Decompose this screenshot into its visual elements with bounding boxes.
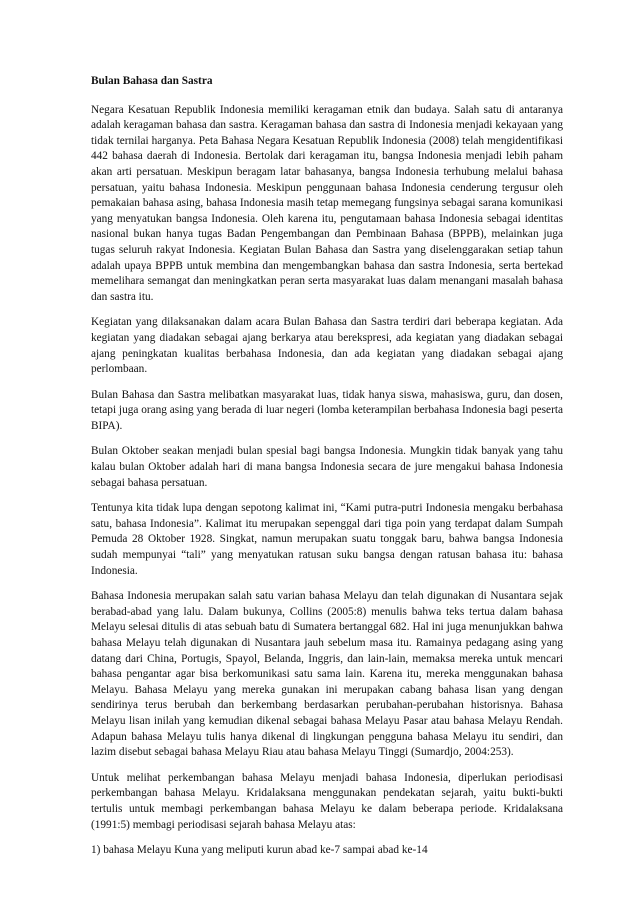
paragraph-october: Bulan Oktober seakan menjadi bulan spesial bagi bangsa Indonesia. Mungkin tidak banyak yang tahu kalau bulan Oktober adalah hari di mana bangsa Indonesia secara de jure mengakui bahasa Indonesia sebagai bahasa persatuan. — [91, 445, 563, 489]
document-title: Bulan Bahasa dan Sastra — [91, 75, 213, 87]
paragraph-activities: Kegiatan yang dilaksanakan dalam acara Bulan Bahasa dan Sastra terdiri dari beberapa kegiatan. Ada kegiatan yang diadakan sebagai ajang berkarya atau berekspresi, ada kegiatan yang diadakan sebagai ajang peningkatan kualitas berbahasa Indonesia, dan ada kegiatan yang diadakan sebagai ajang perlombaan. — [91, 316, 563, 376]
list-item-period-1: 1) bahasa Melayu Kuna yang meliputi kurun abad ke-7 sampai abad ke-14 — [91, 844, 428, 857]
paragraph-intro: Negara Kesatuan Republik Indonesia memiliki keragaman etnik dan budaya. Salah satu di antaranya adalah keragaman bahasa dan sastra. Keragaman bahasa dan sastra di Indonesia menjadi kekayaan yang tidak ternilai harganya. Peta Bahasa Negara Kesatuan Republik Indonesia (2008) telah mengidentifikasi 442 bahasa daerah di Indonesia. Bertolak dari keragaman itu, bangsa Indonesia menjadi lebih paham akan arti persatuan. Meskipun beragam latar bahasanya, bangsa Indonesia terhubung melalui bahasa persatuan, yaitu bahasa Indonesia. Meskipun penggunaan bahasa Indonesia cenderung tergusur oleh pemakaian bahasa asing, bahasa Indonesia masih tetap memegang fungsinya sebagai sarana komunikasi yang menyatukan bangsa Indonesia. Oleh karena itu, pengutamaan bahasa Indonesia sebagai identitas nasional bukan hanya tugas Badan Pengembangan dan Pembinaan Bahasa (BPPB), melainkan juga tugas seluruh rakyat Indonesia. Kegiatan Bulan Bahasa dan Sastra yang diselenggarakan setiap tahun adalah upaya BPPB untuk membina dan mengembangkan bahasa dan sastra Indonesia, serta bertekad memelihara semangat dan meningkatkan peran serta masyarakat luas dalam menangani masalah bahasa dan sastra itu. — [91, 103, 563, 303]
paragraph-periodization: Untuk melihat perkembangan bahasa Melayu menjadi bahasa Indonesia, diperlukan periodisasi perkembangan bahasa Melayu. Kridalaksana menggunakan pendekatan sejarah, yaitu bukti-bukti tertulis untuk membagi perkembangan bahasa Melayu ke dalam beberapa periode. Kridalaksana (1991:5) membagi periodisasi sejarah bahasa Melayu atas: — [91, 771, 563, 831]
document-page — [91, 74, 563, 869]
paragraph-participants: Bulan Bahasa dan Sastra melibatkan masyarakat luas, tidak hanya siswa, mahasiswa, guru, dan dosen, tetapi juga orang asing yang berada di luar negeri (lomba keterampilan berbahasa Indonesia bagi peserta BIPA). — [91, 388, 563, 432]
paragraph-melayu-history: Bahasa Indonesia merupakan salah satu varian bahasa Melayu dan telah digunakan di Nusantara sejak berabad-abad yang lalu. Dalam bukunya, Collins (2005:8) menulis bahwa teks tertua dalam bahasa Melayu selesai ditulis di atas sebuah batu di Sumatera bertanggal 682. Hal ini juga menunjukkan bahwa bahasa Melayu telah digunakan di Nusantara jauh sebelum masa itu. Ramainya pedagang asing yang datang dari China, Portugis, Spayol, Belanda, Inggris, dan lain-lain, memaksa mereka untuk mencari bahasa pengantar agar bisa berkomunikasi satu sama lain. Karena itu, mereka menggunakan bahasa Melayu. Bahasa Melayu yang mereka gunakan ini merupakan cabang bahasa lisan yang dengan sendirinya terus berubah dan berkembang berdasarkan perubahan-perubahan historisnya. Bahasa Melayu lisan inilah yang kemudian dikenal sebagai bahasa Melayu Pasar atau bahasa Melayu Rendah. Adapun bahasa Melayu tulis hanya dikenal di lingkungan pengguna bahasa Melayu itu sendiri, dan lazim disebut sebagai bahasa Melayu Riau atau bahasa Melayu Tinggi (Sumardjo, 2004:253). — [91, 590, 563, 759]
paragraph-sumpah-pemuda: Tentunya kita tidak lupa dengan sepotong kalimat ini, “Kami putra-putri Indonesia mengaku berbahasa satu, bahasa Indonesia”. Kalimat itu merupakan sepenggal dari tiga poin yang terdapat dalam Sumpah Pemuda 28 Oktober 1928. Singkat, namun merupakan suatu tonggak baru, bahwa bangsa Indonesia sudah mempunyai “tali” yang menyatukan ratusan suku bangsa dengan ratusan bahasa itu: bahasa Indonesia. — [91, 502, 563, 577]
